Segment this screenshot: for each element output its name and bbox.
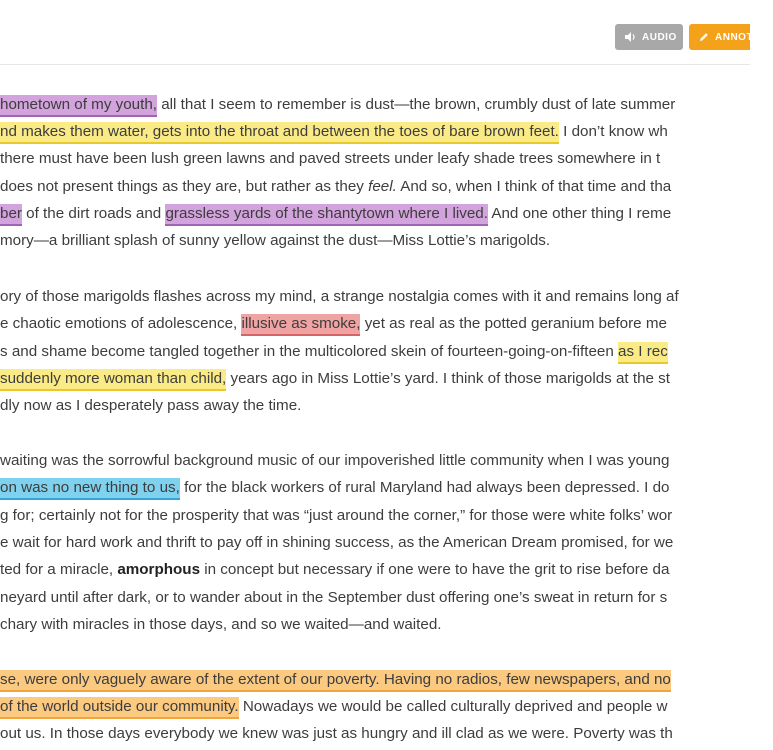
passage-line: dly now as I desperately pass away the time. (0, 397, 302, 414)
passage-text: all that I seem to remember is dust—the brown, crumbly dust of late summer (157, 96, 676, 113)
passage-line: there must have been lush green lawns and paved streets under leafy shade trees somewhere in t (0, 150, 661, 167)
passage-text: for the black workers of rural Maryland had always been depressed. I do (179, 479, 670, 496)
pencil-icon (699, 32, 709, 42)
highlight-yellow[interactable]: nd makes them water, gets into the throat and between the toes of bare brown feet. (0, 122, 559, 144)
passage-line (0, 342, 668, 362)
highlight-orange[interactable]: se, were only vaguely aware of the extent of our poverty. Having no radios, few newspapers, and no (0, 670, 671, 692)
highlight-purple[interactable]: grassless yards of the shantytown where I lived. (165, 204, 487, 226)
passage-line (0, 697, 668, 717)
passage-text-italic: feel. (368, 178, 397, 195)
passage-line (0, 670, 671, 690)
reading-passage (0, 64, 750, 750)
passage-text: And one other thing I reme (487, 205, 672, 222)
audio-button-label: AUDIO (642, 31, 677, 43)
passage-line (0, 369, 670, 389)
annotate-button[interactable] (689, 24, 773, 50)
passage-line: waiting was the sorrowful background music of our impoverished little community when I was young (0, 452, 670, 469)
passage-text: And so, when I think of that time and tha (396, 178, 672, 195)
highlight-blue[interactable]: on was no new thing to us, (0, 478, 180, 500)
highlight-yellow[interactable]: as I rec (618, 342, 668, 364)
passage-line (0, 478, 669, 498)
passage-line: chary with miracles in those days, and so we waited—and waited. (0, 616, 442, 633)
passage-text: of the dirt roads and (21, 205, 166, 222)
passage-line (0, 177, 671, 197)
passage-line (0, 204, 671, 224)
passage-text: years ago in Miss Lottie’s yard. I think of those marigolds at the st (226, 370, 670, 387)
passage-line: out us. In those days everybody we knew was just as hungry and ill clad as we were. Poverty was th (0, 725, 673, 742)
highlight-purple[interactable]: hometown of my youth, (0, 95, 157, 117)
passage-text: ted for a miracle, (0, 561, 118, 578)
passage-text: s and shame become tangled together in the multicolored skein of fourteen-going-on-fifteen (0, 343, 619, 360)
passage-text: does not present things as they are, but rather as they (0, 178, 369, 195)
audio-button[interactable] (615, 24, 683, 50)
passage-text: I don’t know wh (558, 123, 668, 140)
passage-line (0, 95, 675, 115)
top-toolbar (0, 0, 773, 65)
passage-line: g for; certainly not for the prosperity that was “just around the corner,” for those were white folks’ wor (0, 507, 673, 524)
highlight-yellow[interactable]: suddenly more woman than child, (0, 369, 226, 391)
passage-text: e chaotic emotions of adolescence, (0, 315, 242, 332)
annotate-button-label: ANNOTATE (715, 31, 773, 43)
passage-line (0, 560, 669, 580)
highlight-orange[interactable]: of the world outside our community. (0, 697, 239, 719)
passage-text: in concept but necessary if one were to have the grit to rise before da (200, 561, 670, 578)
passage-text: Nowadays we would be called culturally deprived and people w (238, 698, 668, 715)
highlight-purple[interactable]: ber (0, 204, 22, 226)
highlight-red[interactable]: illusive as smoke, (241, 314, 360, 336)
passage-line: neyard until after dark, or to wander about in the September dust offering one’s sweat in return for s (0, 589, 668, 606)
passage-line (0, 122, 668, 142)
passage-line: ory of those marigolds flashes across my mind, a strange nostalgia comes with it and remains long af (0, 288, 679, 305)
passage-line: e wait for hard work and thrift to pay off in shining success, as the American Dream promised, for we (0, 534, 674, 551)
vocabulary-word[interactable]: amorphous (117, 561, 201, 578)
passage-line (0, 314, 667, 334)
passage-line: mory—a brilliant splash of sunny yellow against the dust—Miss Lottie’s marigolds. (0, 232, 551, 249)
passage-text: yet as real as the potted geranium before me (360, 315, 667, 332)
speaker-icon (625, 32, 636, 42)
